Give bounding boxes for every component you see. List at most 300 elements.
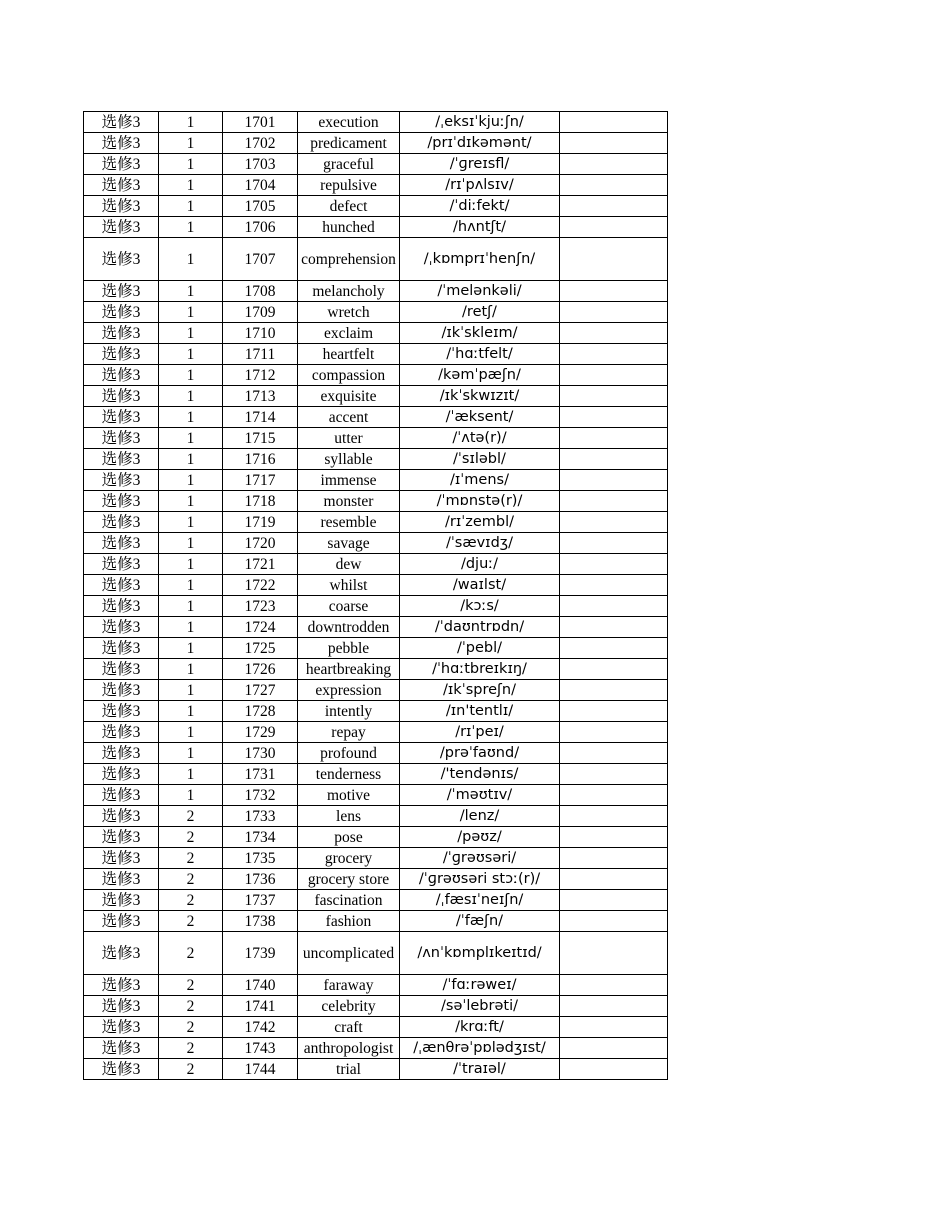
cell-phonetic: /kɔːs/ xyxy=(400,596,560,617)
table-row xyxy=(84,512,668,533)
table-row xyxy=(84,680,668,701)
cell-unit: 1 xyxy=(159,281,223,302)
cell-book: 选修3 xyxy=(84,175,159,196)
cell-phonetic: /waɪlst/ xyxy=(400,575,560,596)
cell-unit: 1 xyxy=(159,175,223,196)
table-row xyxy=(84,764,668,785)
cell-phonetic: /ɪkˈskleɪm/ xyxy=(400,323,560,344)
cell-book: 选修3 xyxy=(84,701,159,722)
cell-word: defect xyxy=(298,196,400,217)
cell-book: 选修3 xyxy=(84,491,159,512)
cell-number: 1739 xyxy=(223,932,298,975)
cell-phonetic: /ˈɡreɪsfl/ xyxy=(400,154,560,175)
cell-number: 1720 xyxy=(223,533,298,554)
cell-word: execution xyxy=(298,112,400,133)
cell-number: 1716 xyxy=(223,449,298,470)
cell-unit: 1 xyxy=(159,785,223,806)
cell-word: downtrodden xyxy=(298,617,400,638)
table-row xyxy=(84,302,668,323)
cell-phonetic: /rɪˈzembl/ xyxy=(400,512,560,533)
cell-unit: 1 xyxy=(159,617,223,638)
table-row xyxy=(84,1038,668,1059)
cell-phonetic: /djuː/ xyxy=(400,554,560,575)
cell-word: intently xyxy=(298,701,400,722)
cell-word: grocery xyxy=(298,848,400,869)
cell-book: 选修3 xyxy=(84,575,159,596)
cell-word: anthropologist xyxy=(298,1038,400,1059)
cell-note xyxy=(560,281,668,302)
cell-phonetic: /ˈsɪləbl/ xyxy=(400,449,560,470)
table-row xyxy=(84,722,668,743)
cell-note xyxy=(560,449,668,470)
table-row xyxy=(84,407,668,428)
cell-unit: 1 xyxy=(159,428,223,449)
cell-number: 1705 xyxy=(223,196,298,217)
table-row xyxy=(84,996,668,1017)
cell-number: 1715 xyxy=(223,428,298,449)
cell-word: whilst xyxy=(298,575,400,596)
cell-book: 选修3 xyxy=(84,764,159,785)
table-row xyxy=(84,428,668,449)
cell-note xyxy=(560,869,668,890)
cell-unit: 2 xyxy=(159,932,223,975)
cell-unit: 1 xyxy=(159,638,223,659)
cell-unit: 2 xyxy=(159,890,223,911)
cell-note xyxy=(560,743,668,764)
cell-phonetic: /pəʊz/ xyxy=(400,827,560,848)
cell-number: 1711 xyxy=(223,344,298,365)
cell-word: comprehension xyxy=(298,238,400,281)
cell-unit: 2 xyxy=(159,996,223,1017)
cell-note xyxy=(560,470,668,491)
cell-word: utter xyxy=(298,428,400,449)
table-row xyxy=(84,238,668,281)
cell-word: exquisite xyxy=(298,386,400,407)
cell-unit: 1 xyxy=(159,575,223,596)
cell-word: immense xyxy=(298,470,400,491)
cell-number: 1736 xyxy=(223,869,298,890)
cell-note xyxy=(560,1059,668,1080)
cell-unit: 1 xyxy=(159,154,223,175)
cell-number: 1721 xyxy=(223,554,298,575)
cell-word: uncomplicated xyxy=(298,932,400,975)
cell-number: 1738 xyxy=(223,911,298,932)
cell-book: 选修3 xyxy=(84,281,159,302)
cell-word: repulsive xyxy=(298,175,400,196)
table-row xyxy=(84,638,668,659)
table-row xyxy=(84,575,668,596)
cell-book: 选修3 xyxy=(84,722,159,743)
cell-phonetic: /ˈæksent/ xyxy=(400,407,560,428)
cell-number: 1717 xyxy=(223,470,298,491)
cell-word: fascination xyxy=(298,890,400,911)
cell-unit: 1 xyxy=(159,722,223,743)
cell-book: 选修3 xyxy=(84,302,159,323)
cell-note xyxy=(560,996,668,1017)
table-row xyxy=(84,975,668,996)
cell-phonetic: /ˈsævɪdʒ/ xyxy=(400,533,560,554)
cell-word: coarse xyxy=(298,596,400,617)
table-row xyxy=(84,470,668,491)
cell-number: 1701 xyxy=(223,112,298,133)
cell-number: 1710 xyxy=(223,323,298,344)
cell-note xyxy=(560,386,668,407)
cell-phonetic: /'tendənɪs/ xyxy=(400,764,560,785)
cell-word: faraway xyxy=(298,975,400,996)
cell-number: 1718 xyxy=(223,491,298,512)
cell-book: 选修3 xyxy=(84,932,159,975)
cell-number: 1732 xyxy=(223,785,298,806)
cell-number: 1708 xyxy=(223,281,298,302)
cell-unit: 1 xyxy=(159,680,223,701)
cell-word: pebble xyxy=(298,638,400,659)
cell-word: trial xyxy=(298,1059,400,1080)
cell-note xyxy=(560,302,668,323)
cell-number: 1719 xyxy=(223,512,298,533)
cell-book: 选修3 xyxy=(84,449,159,470)
cell-unit: 1 xyxy=(159,701,223,722)
cell-unit: 1 xyxy=(159,386,223,407)
cell-unit: 2 xyxy=(159,1038,223,1059)
cell-note xyxy=(560,680,668,701)
cell-phonetic: /prɪˈdɪkəmənt/ xyxy=(400,133,560,154)
cell-note xyxy=(560,932,668,975)
cell-number: 1707 xyxy=(223,238,298,281)
cell-phonetic: /ˌeksɪˈkjuːʃn/ xyxy=(400,112,560,133)
cell-note xyxy=(560,1038,668,1059)
table-row xyxy=(84,596,668,617)
cell-word: accent xyxy=(298,407,400,428)
cell-phonetic: /ˈfɑːrəweɪ/ xyxy=(400,975,560,996)
cell-note xyxy=(560,575,668,596)
table-row xyxy=(84,365,668,386)
table-row xyxy=(84,154,668,175)
cell-number: 1703 xyxy=(223,154,298,175)
cell-book: 选修3 xyxy=(84,785,159,806)
table-row xyxy=(84,701,668,722)
cell-phonetic: /kəmˈpæʃn/ xyxy=(400,365,560,386)
cell-note xyxy=(560,154,668,175)
cell-phonetic: /ˈpebl/ xyxy=(400,638,560,659)
table-row xyxy=(84,323,668,344)
cell-unit: 1 xyxy=(159,554,223,575)
cell-word: melancholy xyxy=(298,281,400,302)
cell-word: tenderness xyxy=(298,764,400,785)
cell-word: pose xyxy=(298,827,400,848)
table-row xyxy=(84,533,668,554)
cell-phonetic: /krɑːft/ xyxy=(400,1017,560,1038)
cell-number: 1729 xyxy=(223,722,298,743)
cell-word: grocery store xyxy=(298,869,400,890)
cell-book: 选修3 xyxy=(84,596,159,617)
cell-word: repay xyxy=(298,722,400,743)
cell-unit: 1 xyxy=(159,470,223,491)
cell-word: monster xyxy=(298,491,400,512)
table-row xyxy=(84,196,668,217)
cell-word: compassion xyxy=(298,365,400,386)
cell-unit: 1 xyxy=(159,512,223,533)
cell-book: 选修3 xyxy=(84,196,159,217)
cell-word: wretch xyxy=(298,302,400,323)
cell-book: 选修3 xyxy=(84,112,159,133)
table-row xyxy=(84,911,668,932)
cell-number: 1737 xyxy=(223,890,298,911)
cell-unit: 1 xyxy=(159,449,223,470)
cell-unit: 2 xyxy=(159,1059,223,1080)
cell-note xyxy=(560,133,668,154)
cell-note xyxy=(560,806,668,827)
table-row xyxy=(84,281,668,302)
cell-book: 选修3 xyxy=(84,238,159,281)
cell-word: resemble xyxy=(298,512,400,533)
cell-number: 1725 xyxy=(223,638,298,659)
cell-phonetic: /ˌfæsɪˈneɪʃn/ xyxy=(400,890,560,911)
cell-phonetic: /ˈmelənkəli/ xyxy=(400,281,560,302)
table-row xyxy=(84,1017,668,1038)
cell-number: 1726 xyxy=(223,659,298,680)
cell-note xyxy=(560,533,668,554)
cell-book: 选修3 xyxy=(84,975,159,996)
cell-note xyxy=(560,238,668,281)
cell-book: 选修3 xyxy=(84,428,159,449)
cell-word: heartfelt xyxy=(298,344,400,365)
cell-unit: 2 xyxy=(159,806,223,827)
cell-note xyxy=(560,323,668,344)
cell-note xyxy=(560,112,668,133)
cell-unit: 1 xyxy=(159,659,223,680)
cell-phonetic: /ɪn'tentlɪ/ xyxy=(400,701,560,722)
cell-unit: 1 xyxy=(159,533,223,554)
cell-phonetic: /ˌænθrəˈpɒlədʒɪst/ xyxy=(400,1038,560,1059)
cell-book: 选修3 xyxy=(84,996,159,1017)
cell-note xyxy=(560,491,668,512)
cell-phonetic: /ˈɡrəʊsəri/ xyxy=(400,848,560,869)
cell-phonetic: /ˈɡrəʊsəri stɔː(r)/ xyxy=(400,869,560,890)
cell-word: expression xyxy=(298,680,400,701)
cell-phonetic: /ˈhɑːtbreɪkɪŋ/ xyxy=(400,659,560,680)
cell-book: 选修3 xyxy=(84,512,159,533)
cell-unit: 1 xyxy=(159,596,223,617)
cell-unit: 1 xyxy=(159,238,223,281)
cell-word: lens xyxy=(298,806,400,827)
cell-note xyxy=(560,638,668,659)
cell-word: hunched xyxy=(298,217,400,238)
cell-number: 1704 xyxy=(223,175,298,196)
cell-note xyxy=(560,407,668,428)
table-row xyxy=(84,344,668,365)
cell-book: 选修3 xyxy=(84,386,159,407)
cell-word: motive xyxy=(298,785,400,806)
cell-number: 1714 xyxy=(223,407,298,428)
cell-number: 1727 xyxy=(223,680,298,701)
cell-number: 1722 xyxy=(223,575,298,596)
cell-unit: 1 xyxy=(159,196,223,217)
cell-unit: 2 xyxy=(159,975,223,996)
cell-note xyxy=(560,175,668,196)
cell-unit: 2 xyxy=(159,911,223,932)
cell-phonetic: /səˈlebrəti/ xyxy=(400,996,560,1017)
cell-number: 1730 xyxy=(223,743,298,764)
cell-note xyxy=(560,1017,668,1038)
cell-note xyxy=(560,722,668,743)
table-row xyxy=(84,890,668,911)
cell-note xyxy=(560,890,668,911)
cell-unit: 1 xyxy=(159,217,223,238)
cell-number: 1706 xyxy=(223,217,298,238)
cell-book: 选修3 xyxy=(84,133,159,154)
cell-book: 选修3 xyxy=(84,827,159,848)
cell-unit: 2 xyxy=(159,848,223,869)
table-row xyxy=(84,112,668,133)
cell-unit: 1 xyxy=(159,491,223,512)
cell-number: 1741 xyxy=(223,996,298,1017)
cell-book: 选修3 xyxy=(84,1017,159,1038)
cell-note xyxy=(560,617,668,638)
cell-phonetic: /ɪkˈspreʃn/ xyxy=(400,680,560,701)
cell-word: dew xyxy=(298,554,400,575)
cell-number: 1740 xyxy=(223,975,298,996)
table-row xyxy=(84,848,668,869)
table-row xyxy=(84,932,668,975)
cell-word: profound xyxy=(298,743,400,764)
cell-book: 选修3 xyxy=(84,890,159,911)
cell-unit: 1 xyxy=(159,323,223,344)
cell-phonetic: /ˈmɒnstə(r)/ xyxy=(400,491,560,512)
cell-note xyxy=(560,659,668,680)
table-row xyxy=(84,827,668,848)
cell-book: 选修3 xyxy=(84,1038,159,1059)
cell-phonetic: /ˈfæʃn/ xyxy=(400,911,560,932)
cell-unit: 2 xyxy=(159,1017,223,1038)
cell-book: 选修3 xyxy=(84,848,159,869)
table-row xyxy=(84,806,668,827)
cell-book: 选修3 xyxy=(84,743,159,764)
cell-note xyxy=(560,911,668,932)
cell-book: 选修3 xyxy=(84,365,159,386)
table-row xyxy=(84,617,668,638)
table-row xyxy=(84,491,668,512)
cell-word: graceful xyxy=(298,154,400,175)
cell-word: fashion xyxy=(298,911,400,932)
cell-book: 选修3 xyxy=(84,217,159,238)
cell-unit: 1 xyxy=(159,133,223,154)
cell-number: 1723 xyxy=(223,596,298,617)
cell-book: 选修3 xyxy=(84,323,159,344)
cell-unit: 1 xyxy=(159,743,223,764)
cell-book: 选修3 xyxy=(84,638,159,659)
cell-note xyxy=(560,975,668,996)
cell-phonetic: /ˈʌtə(r)/ xyxy=(400,428,560,449)
cell-note xyxy=(560,344,668,365)
cell-unit: 1 xyxy=(159,302,223,323)
cell-word: savage xyxy=(298,533,400,554)
table-row xyxy=(84,743,668,764)
cell-phonetic: /lenz/ xyxy=(400,806,560,827)
cell-number: 1743 xyxy=(223,1038,298,1059)
cell-book: 选修3 xyxy=(84,911,159,932)
cell-number: 1731 xyxy=(223,764,298,785)
cell-word: exclaim xyxy=(298,323,400,344)
cell-note xyxy=(560,848,668,869)
cell-phonetic: /ˈdaʊntrɒdn/ xyxy=(400,617,560,638)
cell-number: 1713 xyxy=(223,386,298,407)
cell-unit: 1 xyxy=(159,764,223,785)
cell-book: 选修3 xyxy=(84,869,159,890)
cell-book: 选修3 xyxy=(84,407,159,428)
cell-phonetic: /hʌntʃt/ xyxy=(400,217,560,238)
cell-phonetic: /prəˈfaʊnd/ xyxy=(400,743,560,764)
cell-note xyxy=(560,764,668,785)
cell-number: 1702 xyxy=(223,133,298,154)
table-row xyxy=(84,785,668,806)
cell-note xyxy=(560,512,668,533)
cell-note xyxy=(560,701,668,722)
cell-phonetic: /ˈtraɪəl/ xyxy=(400,1059,560,1080)
cell-word: syllable xyxy=(298,449,400,470)
cell-phonetic: /ˈhɑːtfelt/ xyxy=(400,344,560,365)
cell-word: heartbreaking xyxy=(298,659,400,680)
cell-number: 1734 xyxy=(223,827,298,848)
table-row xyxy=(84,869,668,890)
cell-word: craft xyxy=(298,1017,400,1038)
table-row xyxy=(84,449,668,470)
cell-book: 选修3 xyxy=(84,659,159,680)
table-row xyxy=(84,217,668,238)
cell-book: 选修3 xyxy=(84,617,159,638)
table-row xyxy=(84,386,668,407)
cell-number: 1742 xyxy=(223,1017,298,1038)
cell-phonetic: /ɪˈmens/ xyxy=(400,470,560,491)
cell-number: 1724 xyxy=(223,617,298,638)
cell-unit: 1 xyxy=(159,407,223,428)
cell-book: 选修3 xyxy=(84,154,159,175)
cell-unit: 1 xyxy=(159,344,223,365)
table-row xyxy=(84,133,668,154)
cell-book: 选修3 xyxy=(84,554,159,575)
cell-number: 1712 xyxy=(223,365,298,386)
cell-book: 选修3 xyxy=(84,806,159,827)
cell-phonetic: /ʌnˈkɒmplɪkeɪtɪd/ xyxy=(400,932,560,975)
cell-number: 1709 xyxy=(223,302,298,323)
cell-note xyxy=(560,428,668,449)
cell-phonetic: /ˈdiːfekt/ xyxy=(400,196,560,217)
cell-phonetic: /rɪˈpeɪ/ xyxy=(400,722,560,743)
table-row xyxy=(84,175,668,196)
cell-note xyxy=(560,554,668,575)
cell-word: celebrity xyxy=(298,996,400,1017)
cell-phonetic: /rɪˈpʌlsɪv/ xyxy=(400,175,560,196)
vocabulary-table xyxy=(83,111,668,1080)
cell-book: 选修3 xyxy=(84,533,159,554)
cell-unit: 2 xyxy=(159,827,223,848)
cell-unit: 2 xyxy=(159,869,223,890)
cell-book: 选修3 xyxy=(84,1059,159,1080)
table-row xyxy=(84,659,668,680)
vocabulary-table-body xyxy=(84,112,668,1080)
cell-note xyxy=(560,596,668,617)
table-row xyxy=(84,1059,668,1080)
cell-word: predicament xyxy=(298,133,400,154)
cell-book: 选修3 xyxy=(84,680,159,701)
cell-book: 选修3 xyxy=(84,344,159,365)
cell-phonetic: /retʃ/ xyxy=(400,302,560,323)
cell-note xyxy=(560,217,668,238)
cell-unit: 1 xyxy=(159,112,223,133)
cell-note xyxy=(560,827,668,848)
cell-number: 1735 xyxy=(223,848,298,869)
cell-book: 选修3 xyxy=(84,470,159,491)
cell-unit: 1 xyxy=(159,365,223,386)
